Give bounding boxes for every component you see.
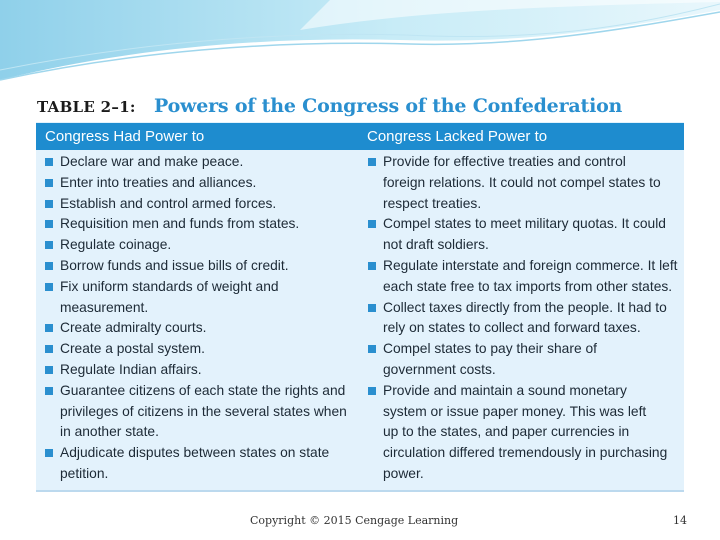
lacked-power-list [359,152,684,485]
list-item-line: power. [383,465,424,481]
list-item-line: rely on states to collect and forward taxes. [383,320,641,336]
had-power-item [36,443,356,485]
lacked-power-column [359,152,684,485]
list-item-line: system or issue paper money. This was left [383,403,647,419]
bullet-square-icon [368,262,376,270]
list-item-line: respect treaties. [383,195,482,211]
lacked-power-item [359,298,684,340]
bullet-square-icon [45,324,53,332]
list-item-line: government costs. [383,361,496,377]
bullet-square-icon [368,345,376,353]
bullet-square-icon [45,345,53,353]
lacked-power-item [359,152,684,214]
list-item-line: up to the states, and paper currencies in [383,424,630,440]
list-item-line: Compel states to meet military quotas. It could [383,216,666,232]
list-item-line: circulation differed tremendously in purchasing [383,445,668,461]
list-item-line: Provide and maintain a sound monetary [383,382,627,398]
list-item-line: each state free to tax imports from other states. [383,278,673,294]
header-swoosh-decoration [0,0,720,90]
list-item-line: Establish and control armed forces. [60,195,277,211]
list-item-line: Compel states to pay their share of [383,341,597,357]
bullet-square-icon [45,262,53,270]
bullet-square-icon [45,449,53,457]
had-power-item [36,318,356,339]
list-item-line: privileges of citizens in the several states when [60,403,347,419]
list-item-line: Borrow funds and issue bills of credit. [60,257,289,273]
bullet-square-icon [45,179,53,187]
had-power-item [36,381,356,443]
had-power-item [36,173,356,194]
list-item-line: Declare war and make peace. [60,154,244,169]
bullet-square-icon [45,241,53,249]
had-power-item [36,360,356,381]
had-power-item [36,214,356,235]
had-power-item [36,235,356,256]
bullet-square-icon [368,220,376,228]
list-item-line: Regulate Indian affairs. [60,361,202,377]
list-item-line: in another state. [60,424,159,440]
list-item-line: Requisition men and funds from states. [60,216,300,232]
list-item-line: Regulate interstate and foreign commerce. It left [383,257,678,273]
slide-footer [0,514,720,534]
col-header-lacked-power: Congress Lacked Power to [367,128,548,145]
table-bottom-border [36,490,684,492]
list-item-line: Fix uniform standards of weight and [60,278,279,294]
list-item-line: Create a postal system. [60,341,205,357]
bullet-square-icon [45,366,53,374]
copyright-text: Copyright © 2015 Cengage Learning [250,514,459,527]
col-header-had-power: Congress Had Power to [45,128,205,145]
had-power-item [36,277,356,319]
lacked-power-item [359,381,684,485]
list-item-line: Adjudicate disputes between states on state [60,445,330,461]
table-title-text: Powers of the Congress of the Confederation [154,95,623,117]
bullet-square-icon [45,220,53,228]
list-item-line: Regulate coinage. [60,237,172,253]
bullet-square-icon [45,158,53,166]
list-item-line: not draft soldiers. [383,237,489,253]
list-item-line: measurement. [60,299,149,315]
list-item-line: Create admiralty courts. [60,320,207,336]
lacked-power-item [359,214,684,256]
list-item-line: foreign relations. It could not compel states to [383,174,661,190]
had-power-item [36,194,356,215]
had-power-item [36,152,356,173]
bullet-square-icon [45,200,53,208]
bullet-square-icon [368,158,376,166]
list-item-line: Provide for effective treaties and control [383,154,626,169]
bullet-square-icon [368,387,376,395]
list-item-line: Guarantee citizens of each state the rights and [60,382,346,398]
table-label: TABLE 2–1: [37,98,136,116]
had-power-list [36,152,356,485]
had-power-item [36,339,356,360]
list-item-line: Collect taxes directly from the people. It had to [383,299,667,315]
lacked-power-item [359,256,684,298]
had-power-item [36,256,356,277]
bullet-square-icon [368,304,376,312]
lacked-power-item [359,339,684,381]
bullet-square-icon [45,387,53,395]
page-number: 14 [673,514,687,527]
bullet-square-icon [45,283,53,291]
table-title [36,94,684,122]
list-item-line: Enter into treaties and alliances. [60,174,257,190]
had-power-column [36,152,356,485]
list-item-line: petition. [60,465,109,481]
